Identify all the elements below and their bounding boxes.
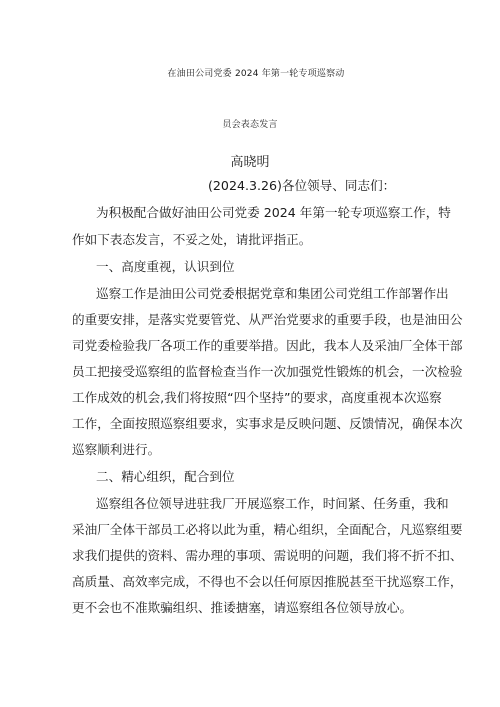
paragraph-line: 更不会也不准欺骗组织、推诿搪塞，请巡察组各位领导放心。 [72,600,413,615]
title-line-2: 员会表态发言 [222,120,278,130]
paragraph-line: 的重要安排，是落实党要管党、从严治党要求的重要手段，也是油田公 [72,312,463,327]
paragraph-line: 巡察工作是油田公司党委根据党章和集团公司党组工作部署作出 [96,286,449,301]
paragraph-line: 为积极配合做好油田公司党委 2024 年第一轮专项巡察工作，特 [96,205,451,220]
paragraph-line: 采油厂全体干部员工必将以此为重，精心组织，全面配合，凡巡察组要 [72,522,463,537]
title-line-1: 在油田公司党委 2024 年第一轮专项巡察动 [167,69,345,79]
paragraph-line: 司党委检验我厂各项工作的重要举措。因此，我本人及采油厂全体干部 [72,338,463,353]
paragraph-line: 巡察组各位领导进驻我厂开展巡察工作，时间紧、任务重，我和 [96,496,449,511]
paragraph-line: 作如下表态发言，不妥之处，请批评指正。 [72,232,312,247]
paragraph-line: 巡察顺利进行。 [72,442,161,457]
paragraph-line: 工作成效的机会,我们将按照“四个坚持”的要求，高度重视本次巡察 [72,390,442,405]
author-name: 高晓明 [230,155,270,170]
section-heading-2: 二、精心组织，配合到位 [96,469,235,484]
section-heading-1: 一、高度重视，认识到位 [96,259,235,274]
paragraph-line: 求我们提供的资料、需办理的事项、需说明的问题，我们将不折不扣、 [72,548,463,563]
paragraph-line: 工作，全面按照巡察组要求，实事求是反映问题、反馈情况，确保本次 [72,416,463,431]
date-greeting-line: (2024.3.26)各位领导、同志们： [208,178,396,193]
paragraph-line: 员工把接受巡察组的监督检查当作一次加强党性锻炼的机会，一次检验 [72,364,463,379]
paragraph-line: 高质量、高效率完成，不得也不会以任何原因推脱甚至干扰巡察工作， [72,574,463,589]
